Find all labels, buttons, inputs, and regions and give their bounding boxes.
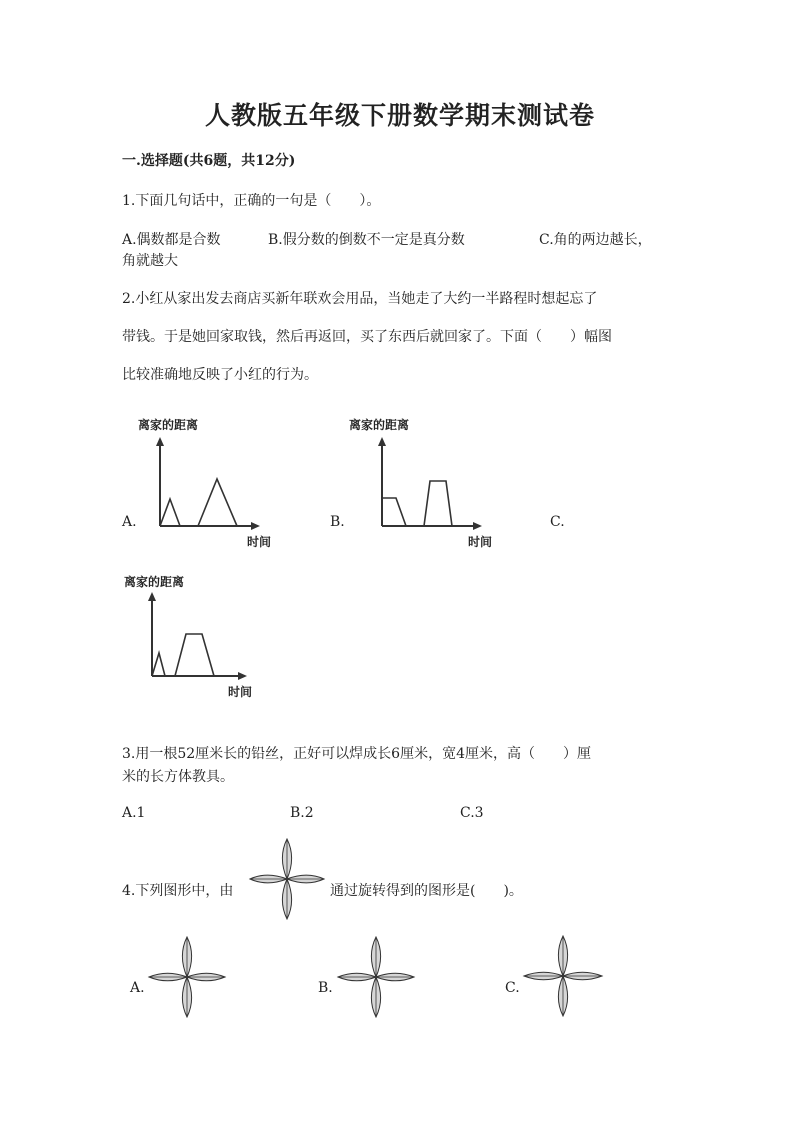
graph-b-y-axis-label: 离家的距离 [349,418,410,432]
q4-option-c-label[interactable]: C. [505,980,520,996]
q3-option-a[interactable]: A.1 [122,805,146,821]
q4-option-b-label[interactable]: B. [318,980,333,996]
question-3-line-1: 3.用一根52厘米长的铅丝，正好可以焊成长6厘米，宽4厘米，高（ ）厘 [122,746,591,762]
page-title: 人教版五年级下册数学期末测试卷 [204,101,595,130]
question-2-line-3: 比较准确地反映了小红的行为。 [122,367,318,383]
graph-a-chart [150,435,265,530]
question-4-stem-start: 4.下列图形中，由 [122,883,234,899]
graph-c-y-axis-label: 离家的距离 [124,575,185,589]
q4-option-c-figure[interactable] [523,934,603,1018]
question-1-stem: 1.下面几句话中，正确的一句是（ ）。 [122,193,381,209]
q2-option-c-label[interactable]: C. [550,514,565,530]
graph-c-x-axis-label: 时间 [228,685,253,699]
q1-option-a[interactable]: A.偶数都是合数 [122,232,221,248]
graph-c-chart [142,590,252,680]
question-2-line-1: 2.小红从家出发去商店买新年联欢会用品，当她走了大约一半路程时想起忘了 [122,291,598,307]
q3-option-b[interactable]: B.2 [290,805,314,821]
graph-a-y-axis-label: 离家的距离 [138,418,199,432]
q4-option-a-figure[interactable] [148,936,226,1018]
question-2-line-2: 带钱。于是她回家取钱，然后再返回，买了东西后就回家了。下面（ ）幅图 [122,329,612,345]
q4-option-a-label[interactable]: A. [130,980,145,996]
q2-option-b-label[interactable]: B. [330,514,345,530]
q1-option-c-continued: 角就越大 [122,253,178,269]
section-heading: 一.选择题(共6题，共12分) [122,153,296,169]
q4-option-b-figure[interactable] [337,936,415,1018]
q3-option-c[interactable]: C.3 [460,805,484,821]
graph-b-x-axis-label: 时间 [468,535,493,549]
graph-a-x-axis-label: 时间 [247,535,272,549]
question-3-line-2: 米的长方体教具。 [122,769,234,785]
q2-option-a-label[interactable]: A. [122,514,137,530]
q1-option-c[interactable]: C.角的两边越长， [539,232,652,248]
reference-petal-figure [249,838,325,920]
q1-option-b[interactable]: B.假分数的倒数不一定是真分数 [268,232,465,248]
question-4-stem-end: 通过旋转得到的图形是( )。 [330,883,523,899]
graph-b-chart [372,435,487,530]
